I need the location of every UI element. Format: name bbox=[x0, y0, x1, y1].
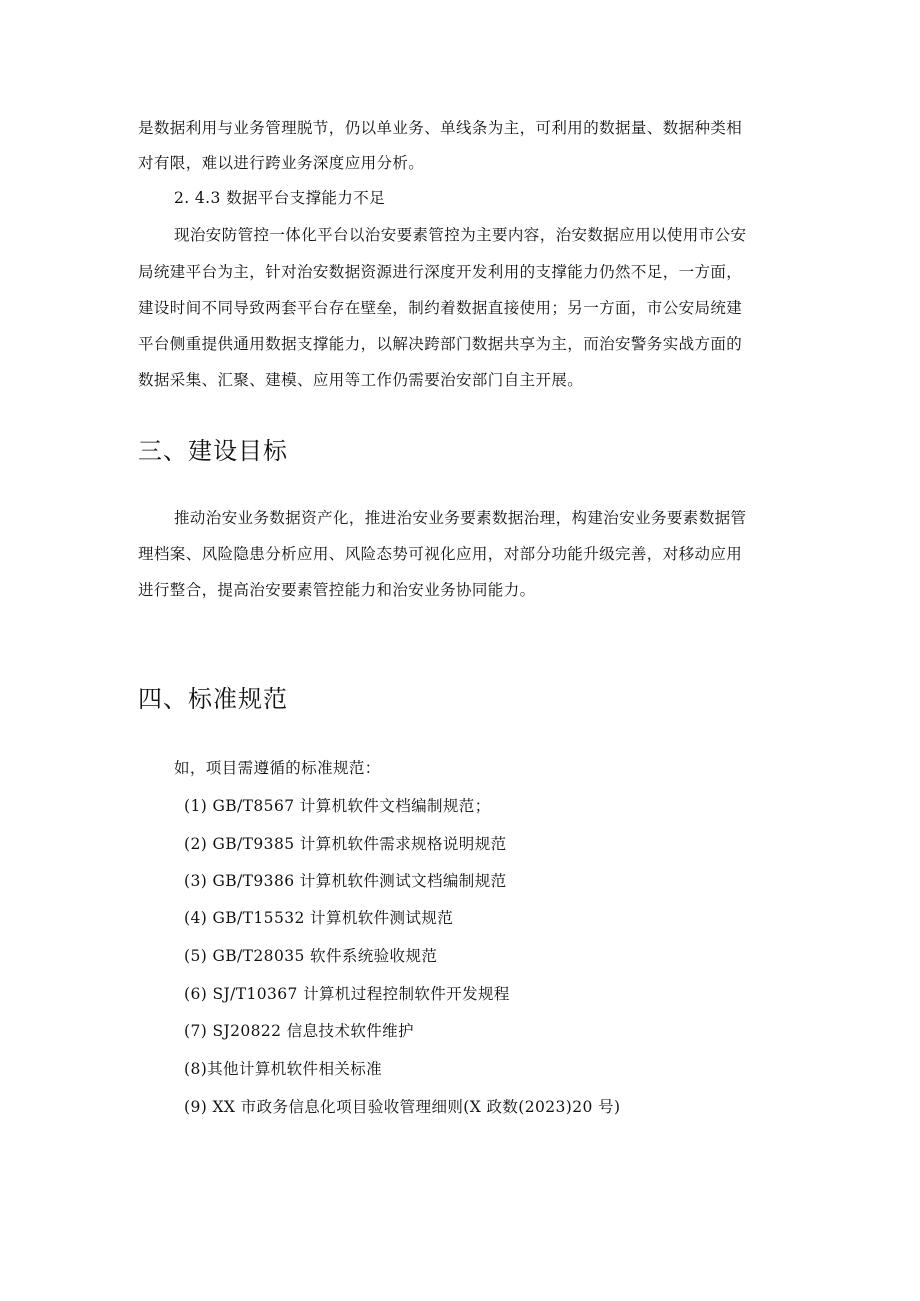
paragraph-line: 平台侧重提供通用数据支撑能力，以解决跨部门数据共享为主，而治安警务实战方面的 bbox=[138, 335, 743, 353]
paragraph-line: 建设时间不同导致两套平台存在壁垒，制约着数据直接使用；另一方面，市公安局统建 bbox=[138, 299, 743, 317]
paragraph-line: 进行整合，提高治安要素管控能力和治安业务协同能力。 bbox=[138, 581, 536, 599]
paragraph-line: 现治安防管控一体化平台以治安要素管控为主要内容，治安数据应用以使用市公安 bbox=[174, 226, 747, 244]
paragraph-line: 对有限，难以进行跨业务深度应用分析。 bbox=[138, 154, 425, 172]
section-heading: 四、标准规范 bbox=[138, 685, 288, 713]
paragraph-line: 推动治安业务数据资产化，推进治安业务要素数据治理，构建治安业务要素数据管 bbox=[174, 509, 747, 527]
paragraph-line: 是数据利用与业务管理脱节，仍以单业务、单线条为主，可利用的数据量、数据种类相 bbox=[138, 119, 743, 137]
list-item: (3) GB/T9386 计算机软件测试文档编制规范 bbox=[184, 872, 507, 890]
paragraph-line: 理档案、风险隐患分析应用、风险态势可视化应用，对部分功能升级完善，对移动应用 bbox=[138, 545, 743, 563]
list-item: (1) GB/T8567 计算机软件文档编制规范； bbox=[184, 797, 491, 815]
paragraph-line: 局统建平台为主，针对治安数据资源进行深度开发利用的支撑能力仍然不足，一方面， bbox=[138, 263, 743, 281]
list-item: (5) GB/T28035 软件系统验收规范 bbox=[184, 947, 438, 965]
paragraph-line: 数据采集、汇聚、建模、应用等工作仍需要治安部门自主开展。 bbox=[138, 371, 584, 389]
section-heading: 三、建设目标 bbox=[138, 437, 288, 465]
list-item: (7) SJ20822 信息技术软件维护 bbox=[184, 1022, 414, 1040]
list-intro: 如，项目需遵循的标准规范： bbox=[174, 759, 381, 777]
list-item: (6) SJ/T10367 计算机过程控制软件开发规程 bbox=[184, 985, 510, 1003]
list-item: (9) XX 市政务信息化项目验收管理细则(X 政数(2023)20 号) bbox=[184, 1098, 621, 1116]
list-item: (2) GB/T9385 计算机软件需求规格说明规范 bbox=[184, 835, 507, 853]
list-item: (4) GB/T15532 计算机软件测试规范 bbox=[184, 909, 454, 927]
subsection-heading: 2. 4.3 数据平台支撑能力不足 bbox=[174, 189, 386, 207]
list-item: (8)其他计算机软件相关标准 bbox=[184, 1060, 383, 1078]
